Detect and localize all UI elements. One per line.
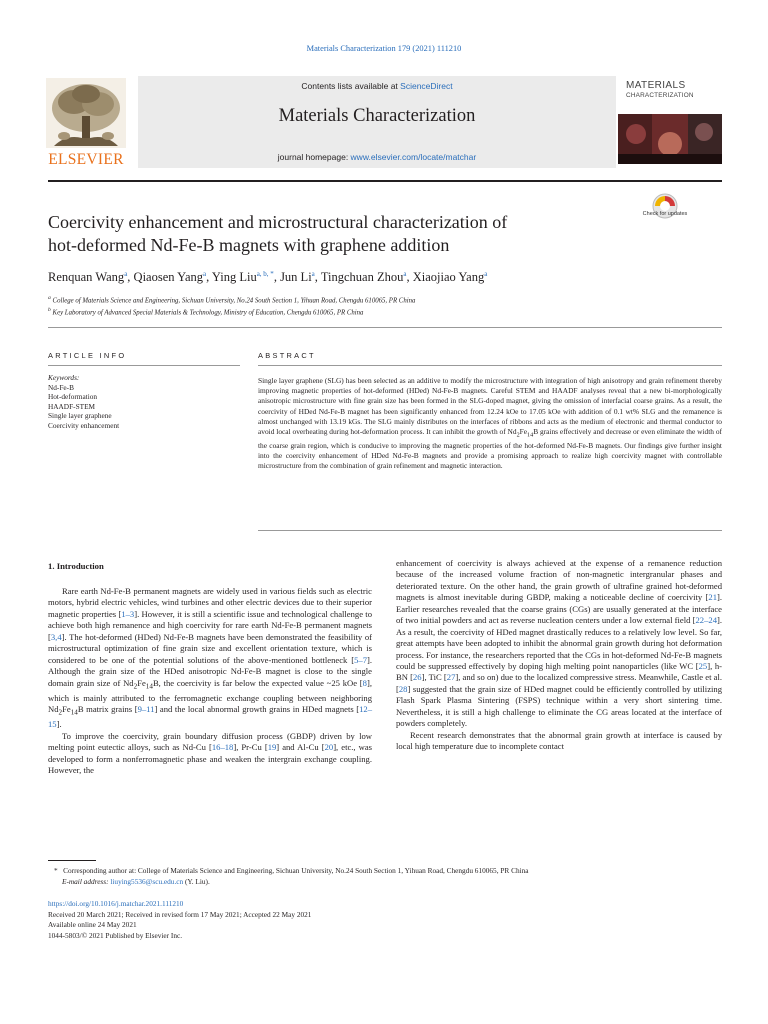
citation-link[interactable]: 19 bbox=[267, 742, 277, 753]
keyword: Nd-Fe-B bbox=[48, 382, 74, 392]
check-for-updates-label[interactable]: Check for updates bbox=[642, 211, 688, 217]
citation-link[interactable]: 22–24 bbox=[695, 615, 717, 626]
text: Rare earth Nd-Fe-B permanent magnets are widely used in various fields such as electric motors, hybrid electric vehicles, wind turbines and other electric devices due to their superior magnetic properties [ bbox=[48, 586, 372, 619]
abstract-span: Fe bbox=[519, 427, 528, 437]
citation-link[interactable]: 21 bbox=[708, 592, 717, 603]
affil-text: Key Laboratory of Advanced Special Materials & Technology, Ministry of Education, Chengdu 610065, PR China bbox=[52, 309, 364, 317]
citation-link[interactable]: 28 bbox=[398, 683, 408, 694]
text: ]. However, it is still a scientific issue and technological challenge to achieve both high remanence and high coercivity for rare earth Nd-Fe-B permanent magnets [ bbox=[48, 608, 372, 642]
cover-title-line2: CHARACTERIZATION bbox=[626, 92, 694, 99]
text: B, the coercivity is far below the expected value ~25 kOe [ bbox=[152, 677, 363, 688]
email-label: E-mail address: bbox=[62, 876, 109, 886]
body-column-right bbox=[396, 558, 722, 752]
text: Fe bbox=[62, 704, 71, 715]
keyword: Hot-deformation bbox=[48, 392, 98, 401]
affiliation-b bbox=[48, 307, 722, 316]
elsevier-wordmark: ELSEVIER bbox=[48, 151, 124, 168]
journal-cover-image[interactable] bbox=[618, 114, 722, 164]
introduction-heading: 1. Introduction bbox=[48, 561, 104, 571]
author-affil-marker[interactable]: a bbox=[403, 270, 407, 278]
text: ], which is mainly attributed to the ferromagnetic exchange coupling between neighboring Nd bbox=[48, 677, 372, 715]
citation-link[interactable]: 3,4 bbox=[50, 631, 62, 642]
text: ], and so on) due to the localized compressive stress. Meanwhile, Castle et al. [ bbox=[396, 672, 722, 694]
keyword: Coercivity enhancement bbox=[48, 420, 120, 430]
keywords-label: Keywords: bbox=[48, 373, 80, 382]
homepage-line bbox=[138, 152, 616, 162]
email-suffix: (Y. Liu). bbox=[185, 876, 210, 886]
citation-link[interactable]: 16–18 bbox=[211, 742, 234, 753]
author[interactable]: Renquan Wang bbox=[48, 270, 125, 285]
subscript: 14 bbox=[145, 682, 153, 691]
author[interactable]: Tingchuan Zhou bbox=[320, 270, 404, 285]
author[interactable]: Qiaosen Yang bbox=[133, 270, 203, 285]
affil-marker: b bbox=[48, 307, 51, 313]
text: ]. The hot-deformed (HDed) Nd-Fe-B magnets have been demonstrated the feasibility of microstructural optimization of fine grain size and excellent orientation texture, which is considered to be one of the potential solutions of the above-mentioned bottleneck [ bbox=[48, 631, 372, 665]
text: ] and Al-Cu [ bbox=[276, 742, 325, 753]
keywords-block bbox=[48, 373, 240, 430]
citation-link[interactable]: 9–11 bbox=[137, 704, 155, 715]
text: ], h-BN [ bbox=[396, 660, 722, 683]
affil-marker: a bbox=[48, 295, 51, 301]
text: ]. bbox=[56, 719, 62, 730]
author-list: Renquan Wang$^a$, Qiaosen Yang$^a$, Ying Liu$^{a, b, *}$, Jun Li$^a$, Tingchuan Zhou$^a$, Xiaojiao Yang$^a$ bbox=[48, 270, 488, 285]
author[interactable]: Jun Li bbox=[280, 270, 312, 285]
abstract-span: Single layer graphene (SLG) has been selected as an additive to modify the microstructure with integration of high anisotropy and grain refinement thereby improving magnetic properties of hot-deformed (HDed) Nd-Fe-B magnets. Careful STEM and HAADF analyses reveal that a new bi-morphologically anisotropic microstructure with fine grain size has been formed in the SLG-doped magnet, giving the omission of interfacial coarse grains. As a result, the coercivity of HDed Nd-Fe-B magnet has been significantly enhanced from 12.24 kOe to 17.05 kOe with addition of 0.1 wt% SLG and the remanence is almost unchanged with 13.19 kGs. The SLG mainly distributes on the interfaces of ribbons and acts as the medium of electronic and thermal conductor to avoid local overheating during hot-deformation process. It can inhibit the growth of Nd bbox=[258, 376, 722, 437]
citation-link[interactable]: 8 bbox=[362, 677, 367, 688]
text: ], etc., was developed to form a nonferromagnetic phase and weaken the intergrain exchange coupling. However, the bbox=[48, 742, 372, 775]
text: To improve the coercivity, grain boundary diffusion process (GBDP) driven by low melting point eutectic alloys, such as Nd-Cu [ bbox=[48, 730, 372, 753]
citation-link[interactable]: 27 bbox=[446, 672, 456, 683]
publication-info bbox=[48, 899, 722, 941]
intro-paragraph-3 bbox=[396, 558, 722, 730]
text: ], Pr-Cu [ bbox=[233, 742, 268, 753]
body-column-left bbox=[48, 586, 372, 776]
text: ], TiC [ bbox=[421, 672, 447, 683]
author[interactable]: Xiaojiao Yang bbox=[412, 270, 485, 285]
text: ] suggested that the grain size of HDed magnet could be efficiently controlled by utilizing Flash Spark Plasma Sintering (FSPS) technique within a very short sintering time. Nevertheless, it is still a high challenge to eliminate the CG areas located at the interface of powders completely. bbox=[396, 683, 722, 729]
author-affil-marker[interactable]: a bbox=[124, 270, 128, 278]
subscript: 14 bbox=[70, 708, 78, 717]
text: ]. Earlier researches revealed that the coarse grains (CGs) are usually generated at the interface of two initial powders and act as reverse nucleation centers under a low external field [ bbox=[396, 592, 722, 626]
subscript: 2 bbox=[516, 432, 520, 439]
author-email-link[interactable]: liuying5536@scu.edu.cn bbox=[110, 876, 184, 886]
text: ] and the local abnormal growth grains in HDed magnets [ bbox=[154, 704, 360, 715]
citation-link[interactable]: 25 bbox=[698, 660, 708, 671]
text: enhancement of coercivity is always achieved at the expense of a remanence reduction because of the increased volume fraction of non-magnetic intergranular phases and deteriorated texture. On the other hand, the grain growth of ultrafine grained hot-deformed magnets is almost inevitable during GBDP, making a noticeable decline of coercivity [ bbox=[396, 558, 722, 603]
citation-link[interactable]: 5–7 bbox=[354, 654, 367, 665]
journal-title: Materials Characterization bbox=[278, 106, 476, 126]
keyword: Single layer graphene bbox=[48, 411, 112, 420]
intro-paragraph-4: Recent research demonstrates that the abnormal grain growth at interface is caused by local high temperature due to incomplete contact bbox=[396, 729, 722, 751]
text: ]. Although the grain size of the HDed anisotropic Nd-Fe-B magnet is close to the single domain grain size of Nd bbox=[48, 654, 372, 688]
author-affil-marker[interactable]: a, b, * bbox=[256, 270, 274, 278]
footnote-text: Corresponding author at: College of Materials Science and Engineering, Sichuan University, No.24 South Section 1, Yihuan Road, Chengdu 610065, PR China bbox=[63, 866, 529, 875]
issn-copyright: 1044-5803/© 2021 Published by Elsevier Inc. bbox=[48, 930, 183, 940]
author-affil-marker[interactable]: a bbox=[203, 270, 207, 278]
keyword: HAADF-STEM bbox=[48, 401, 96, 411]
title-line-1: Coercivity enhancement and microstructural characterization of bbox=[48, 212, 508, 232]
author-affil-marker[interactable]: a bbox=[484, 270, 488, 278]
cover-title-line1: MATERIALS bbox=[626, 80, 686, 91]
author[interactable]: Ying Liu bbox=[211, 270, 257, 285]
text: ]. As a result, the coercivity of HDed magnet drastically reduces to a relatively low level. So far, great attempts have been adopted to inhibit the abnormal grain growth during hot deformation process. For instance, the researchers reported that the CGs in hot-deformed Nd-Fe-B magnets could be suppressed effectively by doping high melting point nanoparticles (like WC [ bbox=[396, 615, 722, 671]
affil-text: College of Materials Science and Engineering, Sichuan University, No.24 South Section 1, Yihuan Road, Chengdu 610065, PR China bbox=[52, 297, 416, 305]
abstract-text bbox=[258, 376, 722, 471]
article-info-heading: ARTICLE INFO bbox=[48, 351, 127, 360]
author-affil-marker[interactable]: a bbox=[311, 270, 315, 278]
citation-link[interactable]: 1–3 bbox=[121, 608, 135, 619]
contents-line bbox=[138, 81, 616, 91]
doi-link[interactable]: https://doi.org/10.1016/j.matchar.2021.111210 bbox=[48, 899, 184, 908]
header-rule bbox=[48, 180, 722, 182]
journal-reference[interactable]: Materials Characterization 179 (2021) 111210 bbox=[306, 44, 462, 53]
citation-link[interactable]: 20 bbox=[324, 742, 334, 753]
journal-cover-title bbox=[626, 80, 726, 99]
homepage-prefix: journal homepage: bbox=[277, 152, 351, 162]
available-online: Available online 24 May 2021 bbox=[48, 920, 137, 930]
article-info-rule bbox=[48, 365, 240, 366]
citation-link[interactable]: 26 bbox=[413, 672, 422, 683]
text: Fe bbox=[137, 677, 146, 688]
abstract-span: B grains effectively and decrease or even eliminate the width of the coarse grain region, which is conducive to improving the magnetic properties of the hot-deformed Nd-Fe-B magnets. Our findings give further insight into the coercivity enhancement of HDed Nd-Fe-B magnets and provide a promising approach to realize high coercivity magnet with controllable microstructure from the combination of grain refinement and magnetic interaction. bbox=[258, 427, 722, 471]
received-dates: Received 20 March 2021; Received in revised form 17 May 2021; Accepted 22 May 2021 bbox=[48, 909, 312, 919]
text: B matrix grains [ bbox=[77, 704, 138, 715]
abstract-bottom-rule bbox=[258, 530, 722, 531]
abstract-rule bbox=[258, 365, 722, 366]
corresponding-author-footnote bbox=[48, 866, 722, 887]
title-line-2: hot-deformed Nd-Fe-B magnets with graphene addition bbox=[48, 235, 450, 255]
contents-prefix: Contents lists available at bbox=[301, 81, 401, 91]
footnote-rule bbox=[48, 860, 96, 861]
sciencedirect-link[interactable]: ScienceDirect bbox=[400, 81, 453, 91]
subscript: 2 bbox=[58, 708, 63, 717]
intro-paragraph-2 bbox=[48, 731, 372, 777]
affiliation-rule bbox=[48, 327, 722, 328]
footnote-star: * bbox=[54, 866, 58, 875]
subscript: 2 bbox=[133, 682, 138, 691]
abstract-heading: ABSTRACT bbox=[258, 351, 316, 360]
subscript: 14 bbox=[527, 432, 534, 439]
citation-link[interactable]: 12–15 bbox=[48, 704, 372, 730]
journal-homepage-link[interactable]: www.elsevier.com/locate/matchar bbox=[350, 152, 477, 162]
intro-paragraph-1 bbox=[48, 586, 372, 731]
affiliation-a bbox=[48, 295, 722, 304]
article-title bbox=[48, 211, 608, 257]
